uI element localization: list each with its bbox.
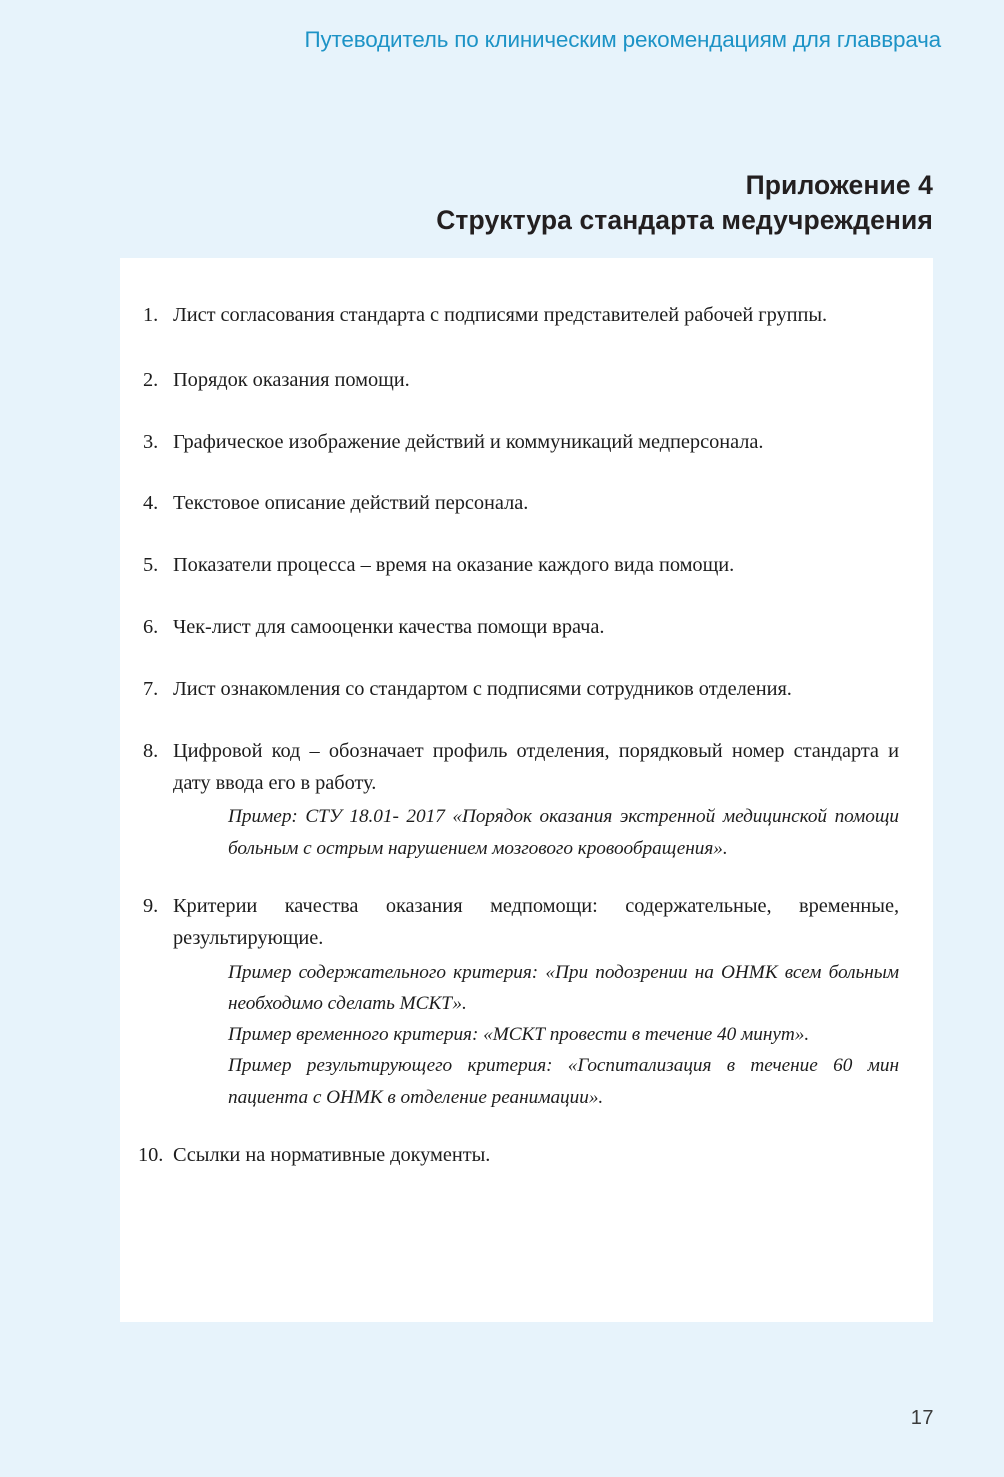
list-item-number: 1. xyxy=(143,304,159,326)
list-item-text: Графическое изображение действий и коммуникаций медперсонала. xyxy=(173,430,764,453)
list-item-text: Лист согласования стандарта с подписями представителей рабочей группы. xyxy=(173,304,828,326)
appendix-subject-title: Структура стандарта медучреждения xyxy=(436,204,933,235)
list-item-number: 5. xyxy=(143,554,159,577)
example-text: Пример: СТУ 18.01- 2017 «Порядок оказания экстренной медицинской помощи больным с острым нарушением мозгового кровообращения». xyxy=(228,806,899,859)
list-item xyxy=(143,300,899,332)
list-item-text: Лист ознакомления со стандартом с подписями сотрудников отделения. xyxy=(173,677,792,700)
list-item-examples xyxy=(173,957,899,1113)
list-item-number: 6. xyxy=(143,616,159,639)
list-item xyxy=(143,674,899,706)
list-item-examples xyxy=(173,801,899,864)
list-item xyxy=(143,488,899,520)
list-item-text: Ссылки на нормативные документы. xyxy=(173,1143,491,1166)
list-item xyxy=(143,736,899,864)
list-item-text: Чек-лист для самооценки качества помощи врача. xyxy=(173,616,605,639)
page-number: 17 xyxy=(910,1407,934,1429)
list-item-text: Критерии качества оказания медпомощи: содержательные, временные, результирующие. xyxy=(173,894,899,949)
list-item-number: 9. xyxy=(143,894,159,917)
list-item xyxy=(143,612,899,644)
appendix-number-title: Приложение 4 xyxy=(745,170,933,200)
list-item-text: Порядок оказания помощи. xyxy=(173,368,410,391)
list-item-number: 4. xyxy=(143,492,159,515)
list-item-number: 3. xyxy=(143,430,159,453)
example-text: Пример результирующего критерия: «Госпитализация в течение 60 мин пациента с ОНМК в отделение реанимации». xyxy=(228,1055,899,1108)
list-item-number: 8. xyxy=(143,739,159,762)
appendix-title-block xyxy=(0,168,933,238)
example-text: Пример временного критерия: «МСКТ провести в течение 40 минут». xyxy=(228,1024,810,1046)
list-item-number: 2. xyxy=(143,368,159,391)
running-header: Путеводитель по клиническим рекомендациям для главврача xyxy=(304,27,941,52)
list-item-text: Показатели процесса – время на оказание каждого вида помощи. xyxy=(173,554,735,577)
list-item-text: Текстовое описание действий персонала. xyxy=(173,492,529,515)
list-item xyxy=(143,891,899,1113)
list-item xyxy=(143,550,899,582)
list-item-number: 7. xyxy=(143,677,159,700)
list-item xyxy=(143,427,899,459)
standard-structure-list xyxy=(138,300,899,1172)
list-item xyxy=(143,365,899,397)
list-item-text: Цифровой код – обозначает профиль отделения, порядковый номер стандарта и дату ввода его в работу. xyxy=(173,739,899,794)
list-item-number: 10. xyxy=(138,1143,164,1166)
list-item xyxy=(138,1140,899,1172)
content-card xyxy=(120,258,933,1322)
example-text: Пример содержательного критерия: «При подозрении на ОНМК всем больным необходимо сделать МСКТ». xyxy=(228,961,899,1014)
